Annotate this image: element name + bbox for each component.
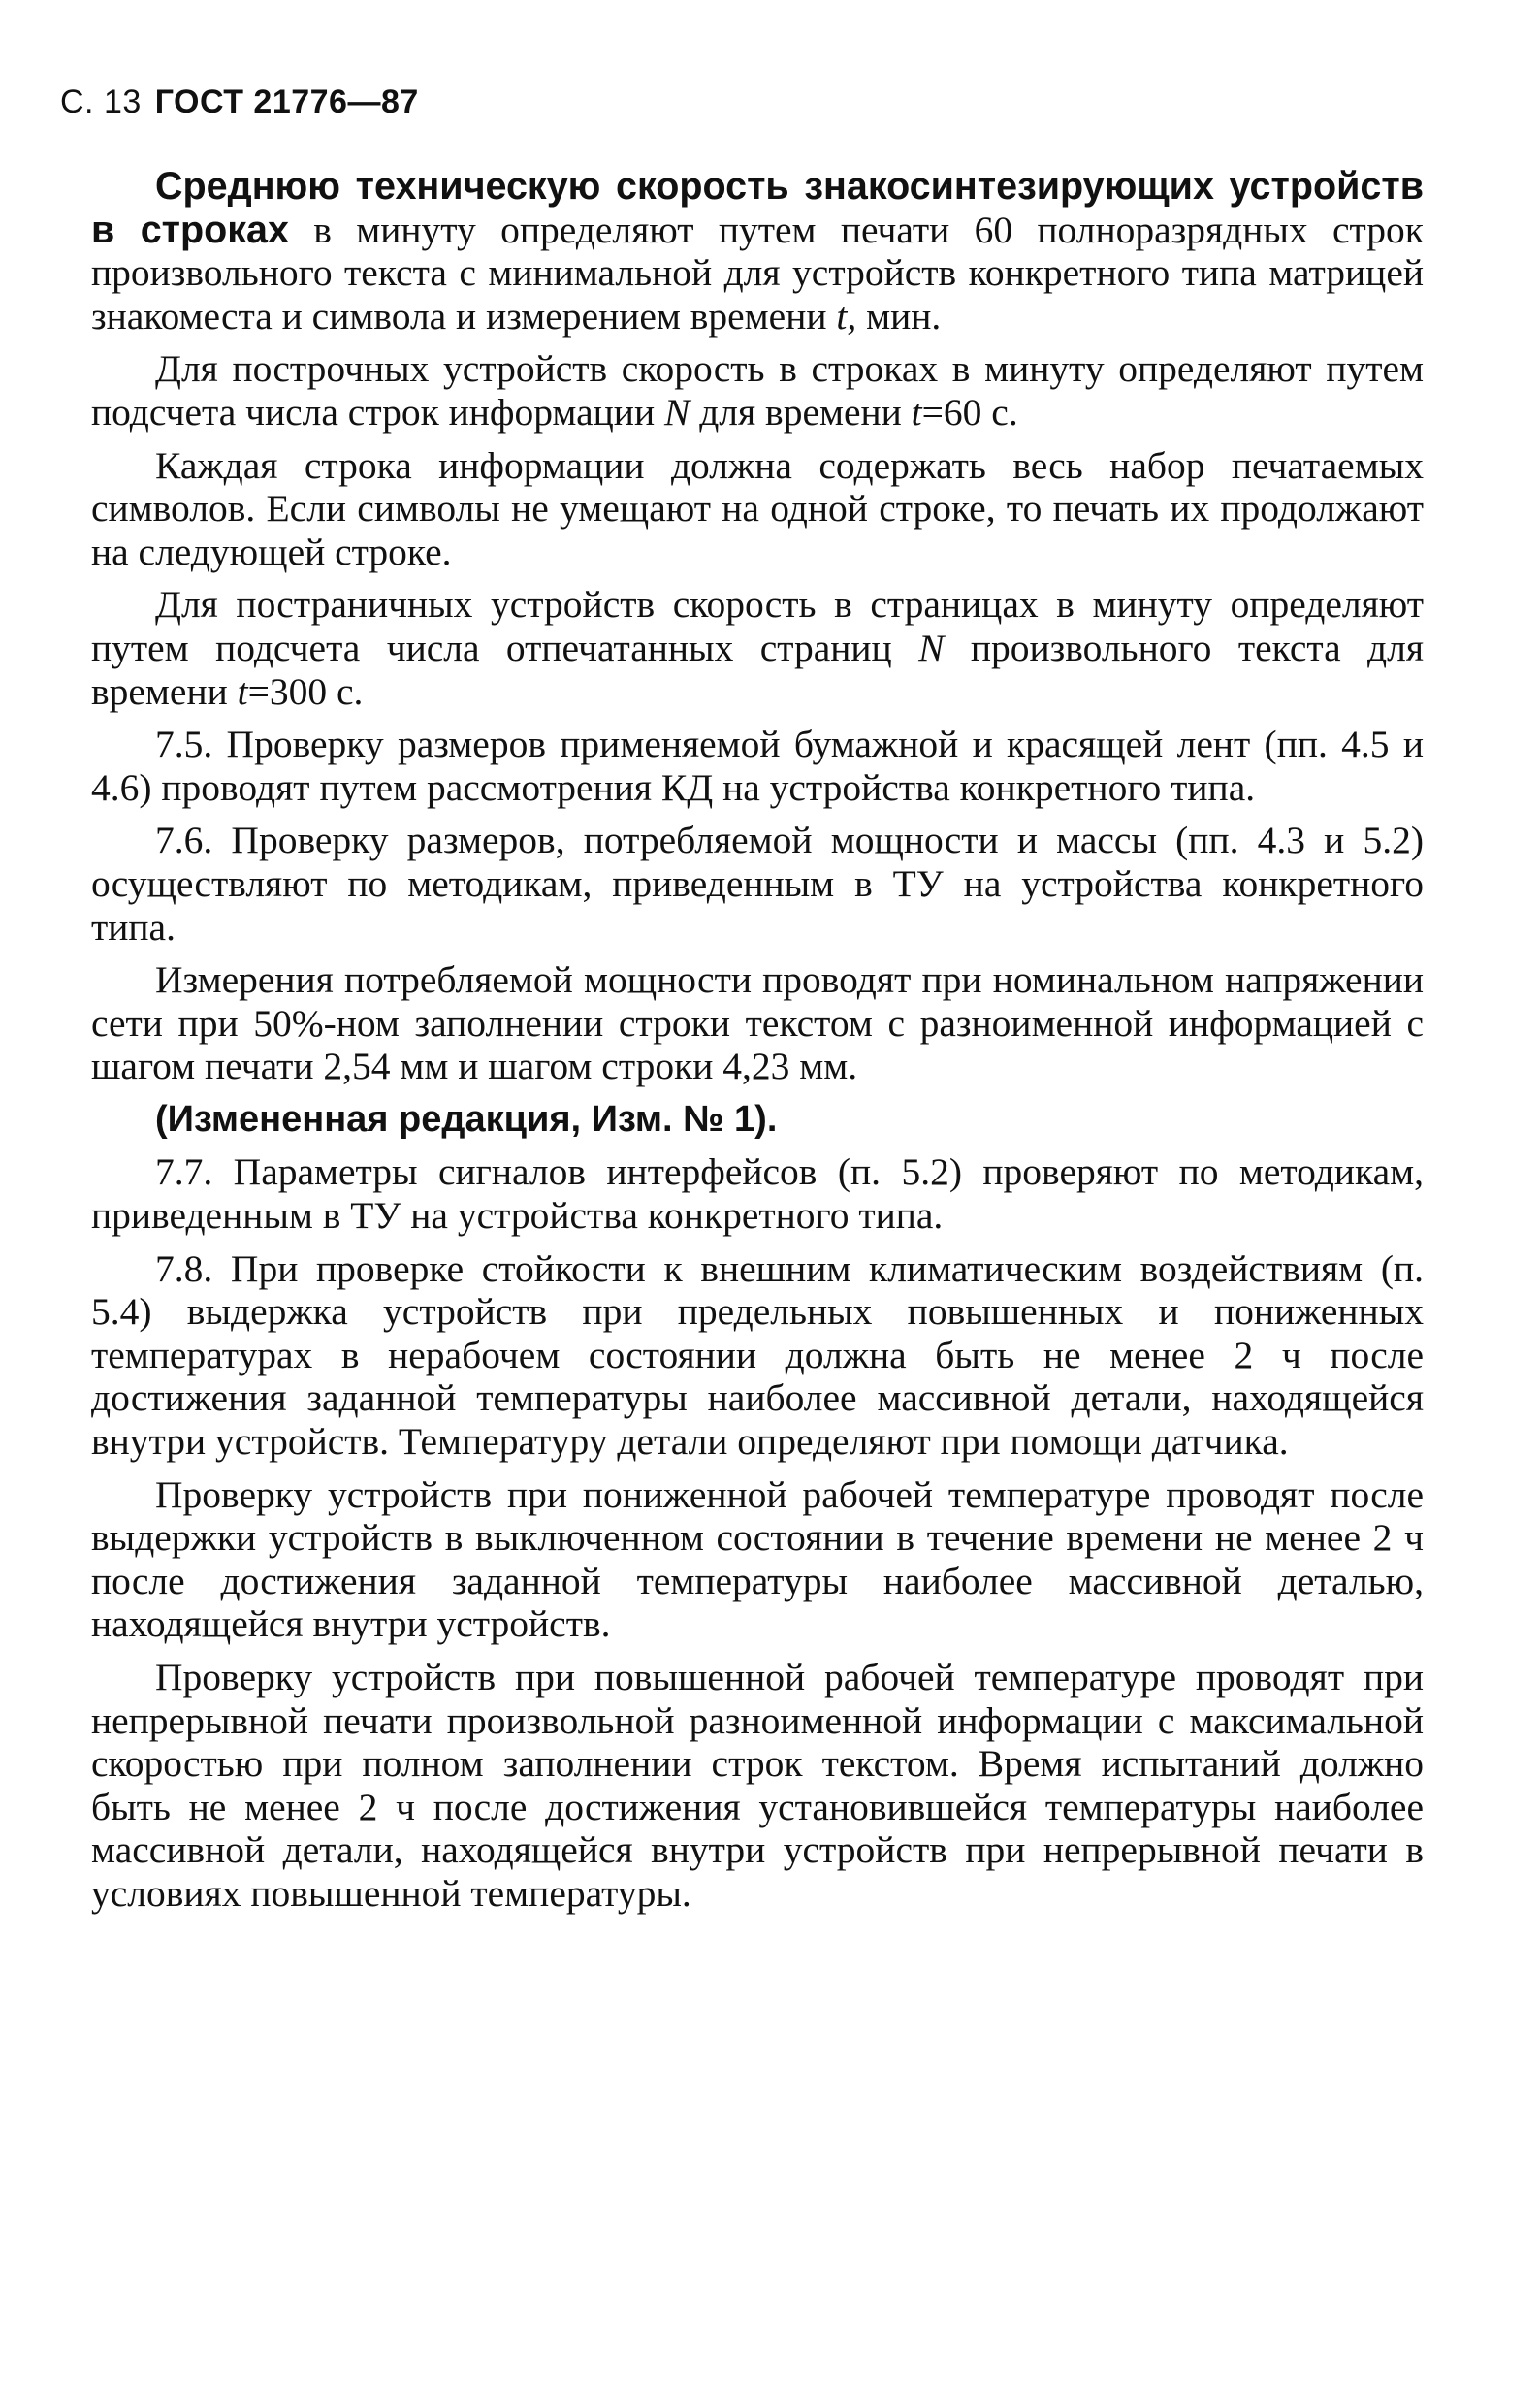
variable-n: N [918, 626, 945, 669]
document-body [91, 165, 1424, 1925]
paragraph-text: для времени [690, 390, 912, 434]
paragraph-text: произвольного текста для времени [91, 626, 1425, 713]
paragraph-text: =60 с. [921, 390, 1018, 434]
page-number: С. 13 [60, 83, 142, 120]
paragraph-power-measurement: Измерения потребляемой мощности проводят при номинальном напряжении сети при 50%-ном заполнении строки текстом с разноименной информацией с шагом печати 2,54 мм и шагом строки 4,23 мм. [91, 958, 1424, 1088]
paragraph-text: в минуту определяют путем печати 60 полноразрядных строк произвольного текста с минимальной для устройств конкретного типа матрицей знакоместа и символа и измерением времени [91, 208, 1424, 338]
paragraph-page-devices [91, 583, 1424, 713]
paragraph-average-speed [91, 165, 1424, 338]
clause-7-6: 7.6. Проверку размеров, потребляемой мощности и массы (пп. 4.3 и 5.2) осуществляют по методикам, приведенным в ТУ на устройства конкретного типа. [91, 819, 1424, 949]
paragraph-text: мин. [856, 294, 942, 338]
paragraph-symbol-set: Каждая строка информации должна содержать весь набор печатаемых символов. Если символы не умещают на одной строке, то печать их продолжают на следующей строке. [91, 443, 1424, 573]
paragraph-text: Для постраничных устройств скорость в страницах в минуту определяют путем подсчета числа отпечатанных страниц [91, 583, 1424, 669]
clause-7-5: 7.5. Проверку размеров применяемой бумажной и красящей лент (пп. 4.5 и 4.6) проводят путем рассмотрения КД на устройства конкретного типа. [91, 723, 1424, 809]
variable-t: t [911, 390, 922, 434]
variable-n: N [663, 390, 690, 434]
variable-t: t, [836, 294, 857, 338]
page-header [60, 83, 419, 121]
paragraph-high-temperature: Проверку устройств при повышенной рабочей температуре проводят при непрерывной печати произвольной разноименной информации с максимальной скоростью при полном заполнении строк текстом. Время испытаний должно быть не менее 2 ч после достижения установившейся температуры наиболее массивной детали, находящейся внутри устройств при непрерывной печати в условиях повышенной температуры. [91, 1656, 1424, 1915]
paragraph-lead-term: Среднюю техническую скорость знакосинтезирующих устройств в строках [91, 165, 1424, 251]
amendment-note: (Измененная редакция, Изм. № 1). [155, 1098, 778, 1140]
paragraph-line-devices [91, 347, 1424, 434]
clause-7-8: 7.8. При проверке стойкости к внешним климатическим воздействиям (п. 5.4) выдержка устройств при предельных повышенных и пониженных температурах в нерабочем состоянии должна быть не менее 2 ч после достижения заданной температуры наиболее массивной детали, находящейся внутри устройств. Температуру детали определяют при помощи датчика. [91, 1246, 1424, 1464]
variable-t: t [237, 669, 248, 713]
clause-7-7: 7.7. Параметры сигналов интерфейсов (п. 5.2) проверяют по методикам, приведенным в ТУ на устройства конкретного типа. [91, 1150, 1424, 1238]
paragraph-text: =300 с. [247, 669, 364, 713]
standard-number: ГОСТ 21776—87 [154, 83, 419, 120]
paragraph-low-temperature: Проверку устройств при пониженной рабочей температуре проводят после выдержки устройств в выключенном состоянии в течение времени не менее 2 ч после достижения заданной температуры наиболее массивной деталью, находящейся внутри устройств. [91, 1472, 1424, 1646]
paragraph-text: Для построчных устройств скорость в строках в минуту определяют путем подсчета числа строк информации [91, 347, 1424, 434]
